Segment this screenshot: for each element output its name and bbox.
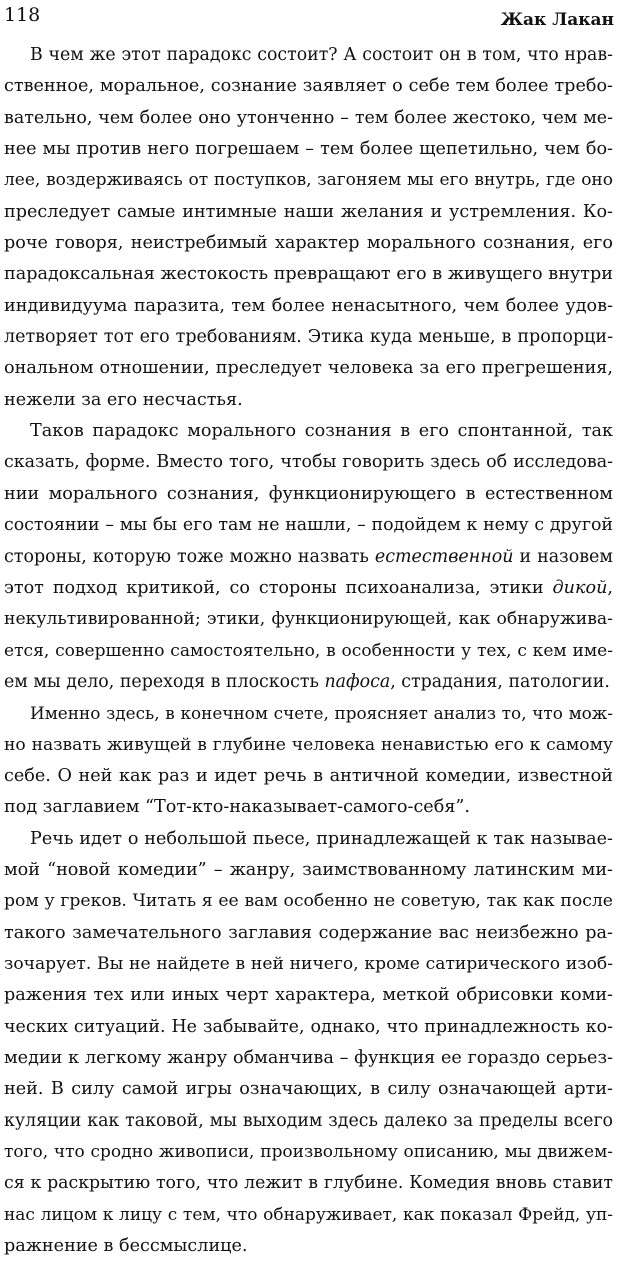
text-run: этот подход критикой, со стороны психоанализа, этики bbox=[4, 577, 553, 598]
text-run: ственное, моральное, сознание заявляет о себе тем более требо- bbox=[4, 76, 613, 97]
paragraph bbox=[4, 416, 613, 698]
page-header bbox=[0, 0, 620, 34]
text-line bbox=[4, 604, 613, 635]
text-line bbox=[4, 1106, 613, 1137]
text-run: вательно, чем более оно утонченно – тем более жестоко, чем ме- bbox=[4, 107, 613, 128]
text-run: медии к легкому жанру обманчива – функция ее гораздо серьез- bbox=[4, 1048, 613, 1068]
text-run: мой “новой комедии” – жанру, заимствованному латинским ми- bbox=[4, 859, 613, 880]
italic-term: естественной bbox=[374, 546, 514, 567]
italic-term: дикой bbox=[552, 577, 608, 598]
text-line bbox=[4, 385, 613, 416]
text-line bbox=[4, 1074, 613, 1105]
paragraph bbox=[4, 698, 613, 823]
text-run: летворяет тот его требованиям. Этика куда меньше, в пропорци- bbox=[4, 327, 613, 348]
text-run: ческих ситуаций. Не забывайте, однако, что принадлежность ко- bbox=[4, 1016, 613, 1037]
text-run: некультивированной; этики, функционирующей, как обнаружива- bbox=[4, 609, 613, 630]
text-line bbox=[4, 761, 613, 792]
text-line bbox=[4, 1231, 613, 1262]
text-line bbox=[4, 103, 613, 134]
text-run: состоянии – мы бы его там не нашли, – подойдем к нему с другой bbox=[4, 515, 613, 536]
text-run: ражения тех или иных черт характера, меткой обрисовки коми- bbox=[4, 985, 613, 1006]
text-line bbox=[4, 71, 613, 102]
text-run: ональном отношении, преследует человека за его прегрешения, bbox=[4, 358, 613, 379]
text-line bbox=[4, 197, 613, 228]
body-text bbox=[4, 40, 613, 1262]
text-run: того, что сродно живописи, произвольному описанию, мы движем- bbox=[4, 1142, 613, 1163]
text-line bbox=[4, 1137, 613, 1168]
italic-term: пафоса bbox=[324, 671, 391, 692]
text-line bbox=[4, 667, 613, 698]
text-run: , bbox=[607, 577, 613, 598]
text-run: стороны, которую тоже можно назвать bbox=[4, 546, 375, 567]
text-line bbox=[4, 228, 613, 259]
text-line bbox=[4, 510, 613, 541]
text-run: ром у греков. Читать я ее вам особенно не советую, так как после bbox=[4, 891, 613, 912]
text-run: индивидуума паразита, тем более ненасытного, чем более удов- bbox=[4, 295, 613, 316]
text-line bbox=[4, 918, 613, 949]
text-run: куляции как таковой, мы выходим здесь далеко за пределы всего bbox=[4, 1110, 613, 1131]
text-run: под заглавием “Тот-кто-наказывает-самого-себя”. bbox=[4, 797, 471, 818]
text-line bbox=[4, 1012, 613, 1043]
text-line bbox=[4, 1200, 613, 1231]
text-line bbox=[4, 259, 613, 290]
text-run: Таков парадокс морального сознания в его спонтанной, так bbox=[30, 421, 613, 442]
text-run: Речь идет о небольшой пьесе, принадлежащей к так называе- bbox=[30, 828, 613, 849]
text-line bbox=[4, 824, 613, 855]
text-run: лее, воздерживаясь от поступков, загоняем мы его внутрь, где оно bbox=[4, 170, 613, 191]
text-line bbox=[4, 353, 613, 384]
text-run: сказать, форме. Вместо того, чтобы говорить здесь об исследова- bbox=[4, 452, 613, 473]
text-run: зочарует. Вы не найдете в ней ничего, кроме сатирического изоб- bbox=[4, 953, 613, 974]
text-line bbox=[4, 479, 613, 510]
text-line bbox=[4, 855, 613, 886]
paragraph bbox=[4, 824, 613, 1262]
text-line bbox=[4, 792, 613, 823]
text-line bbox=[4, 322, 613, 353]
text-run: В чем же этот парадокс состоит? А состоит он в том, что нрав- bbox=[30, 45, 613, 65]
text-run: ем мы дело, переходя в плоскость bbox=[4, 671, 325, 692]
running-head-author: Жак Лакан bbox=[500, 10, 614, 30]
text-run: нии морального сознания, функционирующего в естественном bbox=[4, 483, 613, 504]
text-run: ней. В силу самой игры означающих, в силу означающей арти- bbox=[4, 1079, 613, 1100]
text-run: роче говоря, неистребимый характер морального сознания, его bbox=[4, 233, 613, 254]
paragraph bbox=[4, 40, 613, 416]
text-run: Именно здесь, в конечном счете, проясняет анализ то, что мож- bbox=[30, 703, 613, 724]
text-run: ражнение в бессмыслице. bbox=[4, 1236, 248, 1257]
text-run: нее мы против него погрешаем – тем более щепетильно, чем бо- bbox=[4, 139, 613, 160]
text-line bbox=[4, 165, 613, 196]
text-line bbox=[4, 447, 613, 478]
text-line bbox=[4, 949, 613, 980]
text-line bbox=[4, 1043, 613, 1074]
text-line bbox=[4, 636, 613, 667]
text-line bbox=[4, 40, 613, 71]
text-run: себе. О ней как раз и идет речь в античной комедии, известной bbox=[4, 765, 613, 786]
text-run: но назвать живущей в глубине человека ненавистью его к самому bbox=[4, 734, 613, 755]
text-line bbox=[4, 1168, 613, 1199]
text-line bbox=[4, 698, 613, 729]
text-run: такого замечательного заглавия содержание вас неизбежно ра- bbox=[4, 922, 613, 943]
text-run: ется, совершенно самостоятельно, в особенности у тех, с кем име- bbox=[4, 640, 613, 661]
text-run: нежели за его несчастья. bbox=[4, 389, 243, 410]
text-run: и назовем bbox=[513, 546, 613, 567]
text-run: преследует самые интимные наши желания и устремления. Ко- bbox=[4, 201, 613, 222]
text-run: , страдания, патологии. bbox=[390, 671, 610, 692]
text-run: ся к раскрытию того, что лежит в глубине. Комедия вновь ставит bbox=[4, 1173, 613, 1194]
text-line bbox=[4, 980, 613, 1011]
text-line bbox=[4, 416, 613, 447]
text-line bbox=[4, 730, 613, 761]
text-line bbox=[4, 886, 613, 917]
text-run: парадоксальная жестокость превращают его в живущего внутри bbox=[4, 264, 613, 285]
text-line bbox=[4, 573, 613, 604]
text-line bbox=[4, 291, 613, 322]
text-line bbox=[4, 134, 613, 165]
page-number: 118 bbox=[4, 4, 41, 26]
text-run: нас лицом к лицу с тем, что обнаруживает, как показал Фрейд, уп- bbox=[4, 1204, 613, 1225]
text-line bbox=[4, 542, 613, 573]
